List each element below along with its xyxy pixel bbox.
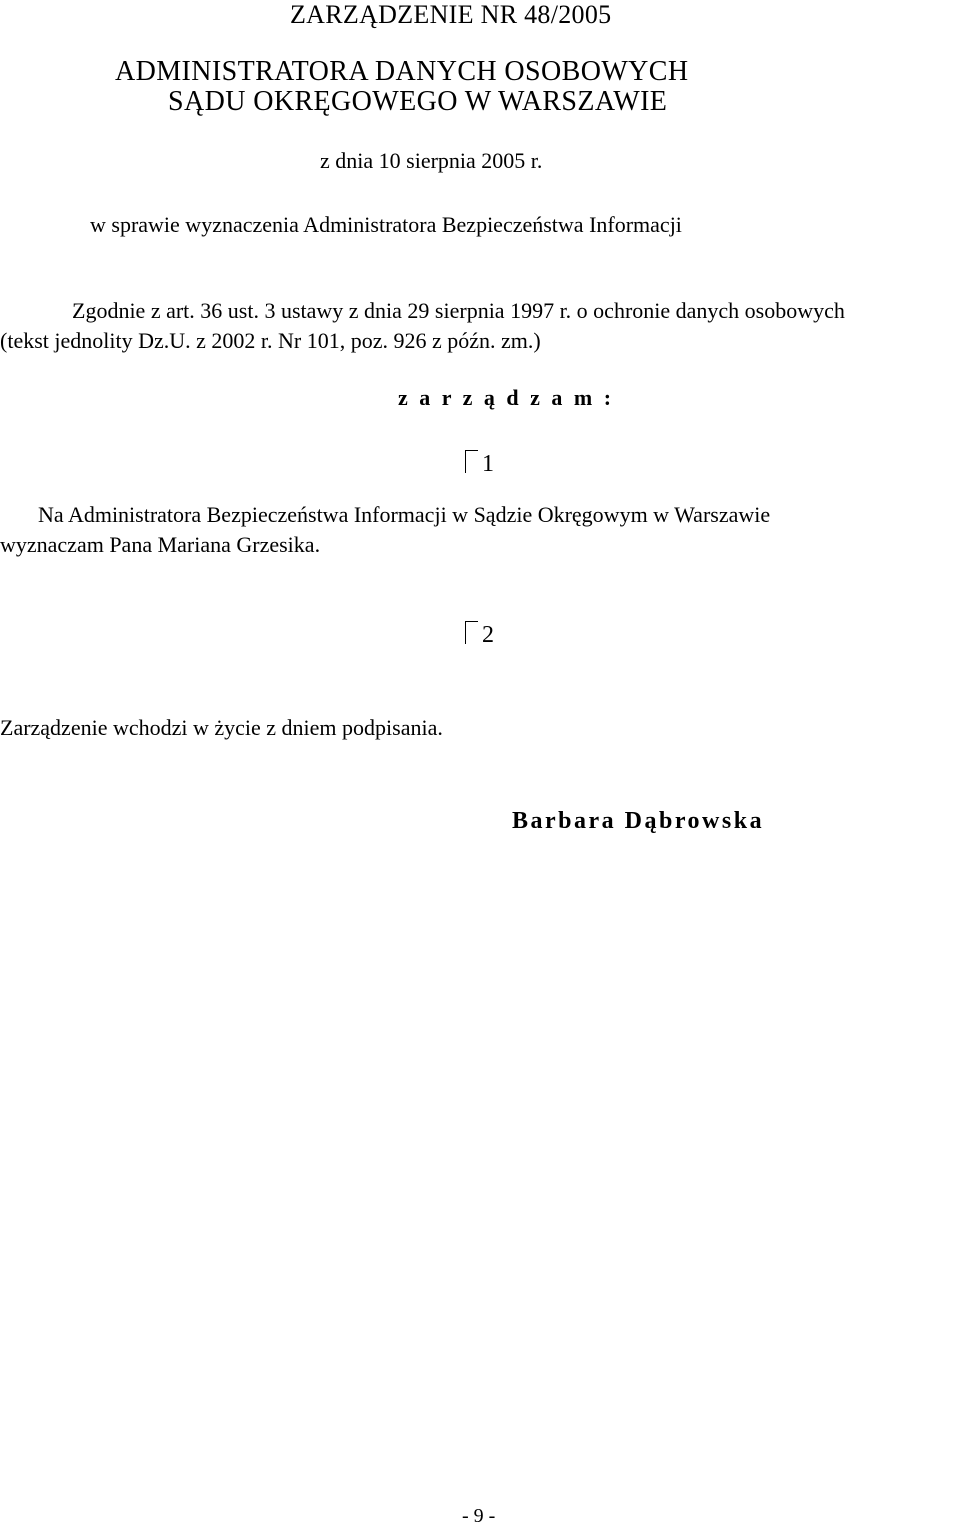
decree-word: z a r z ą d z a m : — [398, 385, 615, 410]
decree-title: ZARZĄDZENIE NR 48/2005 — [290, 0, 612, 29]
decree-date: z dnia 10 sierpnia 2005 r. — [320, 148, 543, 173]
section-2-number: 2 — [482, 622, 494, 648]
section-2-line-1: Zarządzenie wchodzi w życie z dniem podpisania. — [0, 715, 443, 740]
section-1-heading — [465, 450, 494, 478]
section-1-line-2: wyznaczam Pana Mariana Grzesika. — [0, 532, 321, 557]
issuer-line-2: SĄDU OKRĘGOWEGO W WARSZAWIE — [168, 86, 668, 117]
issuer-line-1: ADMINISTRATORA DANYCH OSOBOWYCH — [115, 56, 689, 87]
section-1-line-1: Na Administratora Bezpieczeństwa Informacji w Sądzie Okręgowym w Warszawie — [38, 502, 771, 527]
preamble-line-1: Zgodnie z art. 36 ust. 3 ustawy z dnia 29 sierpnia 1997 r. o ochronie danych osobowych — [72, 298, 845, 323]
section-2-heading — [465, 621, 494, 649]
section-sign-icon — [465, 450, 478, 473]
preamble-line-2: (tekst jednolity Dz.U. z 2002 r. Nr 101, poz. 926 z późn. zm.) — [0, 328, 541, 353]
section-sign-icon — [465, 621, 478, 644]
section-1-number: 1 — [482, 451, 494, 477]
signatory-name: Barbara Dąbrowska — [512, 808, 765, 834]
decree-subject: w sprawie wyznaczenia Administratora Bezpieczeństwa Informacji — [90, 212, 682, 237]
page-number: - 9 - — [462, 1505, 496, 1527]
